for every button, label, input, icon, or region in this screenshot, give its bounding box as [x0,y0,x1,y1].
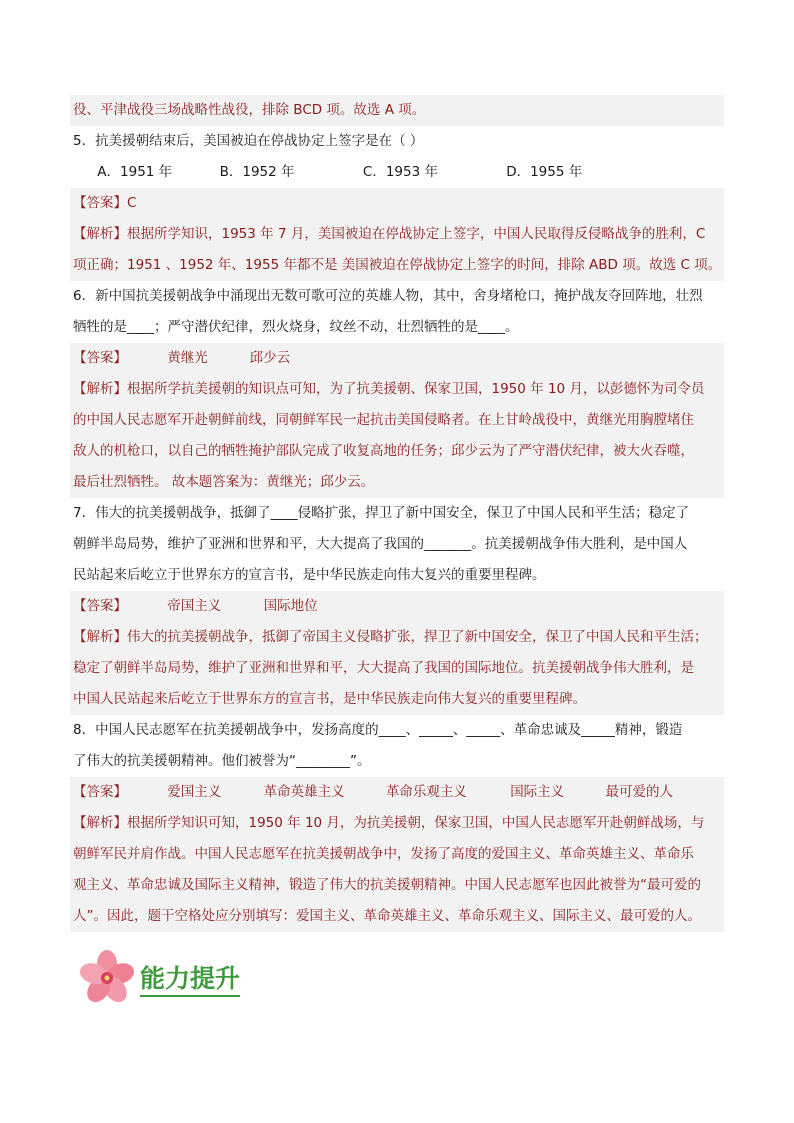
question-5-options [70,157,724,188]
analysis-line: 稳定了朝鲜半岛局势，维护了亚洲和世界和平，大大提高了我国的国际地位。抗美援朝战争伟大胜利，是 [70,653,724,684]
question-6-cont: 牺牲的是____；严守潜伏纪律，烈火烧身，纹丝不动，壮烈牺牲的是____。 [73,319,519,335]
answer-item: 国际地位 [263,598,318,614]
question-6: 6．新中国抗美援朝战争中涌现出无数可歌可泣的英雄人物，其中，舍身堵枪口，掩护战友夺回阵地，壮烈 [73,288,703,304]
answer-item: 邱少云 [249,350,291,366]
answer-line: 【答案】C [70,188,724,219]
analysis-line: 中国人民站起来后屹立于世界东方的宣言书，是中华民族走向伟大复兴的重要里程碑。 [70,684,724,715]
analysis-line: 项正确；1951 、1952 年、1955 年都不是 美国被迫在停战协定上签字的时间，排除 ABD 项。故选 C 项。 [70,250,724,281]
answer-label: 【答案】 [73,598,127,614]
question-7-cont: 朝鲜半岛局势，维护了亚洲和世界和平，大大提高了我国的_______。抗美援朝战争伟大胜利，是中国人 [73,536,688,552]
analysis-line: 观主义、革命忠诚及国际主义精神，锻造了伟大的抗美援朝精神。中国人民志愿军也因此被誉为“最可爱的 [70,870,724,901]
analysis-line: 敌人的机枪口，以自己的牺牲掩护部队完成了收复高地的任务；邱少云为了严守潜伏纪律，被大火吞噬， [70,436,724,467]
question-7: 7．伟大的抗美援朝战争，抵御了____侵略扩张，捍卫了新中国安全，保卫了中国人民和平生活；稳定了 [73,505,690,521]
section-title: 能力提升 [140,963,240,997]
analysis-line: 最后壮烈牺牲。 故本题答案为：黄继光；邱少云。 [70,467,724,498]
analysis-line: 【解析】根据所学知识，1953 年 7 月，美国被迫在停战协定上签字，中国人民取得反侵略战争的胜利，C [70,219,724,250]
answer-item: 革命英雄主义 [263,784,345,800]
question-7-cont: 民站起来后屹立于世界东方的宣言书，是中华民族走向伟大复兴的重要里程碑。 [73,567,546,583]
option-d: D．1955 年 [506,164,583,180]
option-c: C．1953 年 [362,164,438,180]
answer-item: 帝国主义 [167,598,222,614]
question-8-cont: 了伟大的抗美援朝精神。他们被誉为“________”。 [73,753,371,769]
question-5: 5．抗美援朝结束后，美国被迫在停战协定上签字是在（ ） [73,133,424,149]
answer-item: 黄继光 [167,350,208,366]
option-a: A．1951 年 [97,164,173,180]
analysis-line: 人”。因此，题干空格处应分别填写：爱国主义、革命英雄主义、革命乐观主义、国际主义、最可爱的人。 [70,901,724,932]
answer-item: 爱国主义 [167,784,222,800]
answer-line [70,343,724,374]
question-8: 8．中国人民志愿军在抗美援朝战争中，发扬高度的____、_____、_____、革命忠诚及_____精神，锻造 [73,722,683,738]
analysis-line: 【解析】伟大的抗美援朝战争，抵御了帝国主义侵略扩张，捍卫了新中国安全，保卫了中国人民和平生活； [70,622,724,653]
option-b: B．1952 年 [219,164,295,180]
analysis-line: 朝鲜军民并肩作战。中国人民志愿军在抗美援朝战争中，发扬了高度的爱国主义、革命英雄主义、革命乐 [70,839,724,870]
answer-line [70,777,724,808]
answer-item: 最可爱的人 [605,784,673,800]
cherry-blossom-icon [78,949,136,1011]
analysis-line: 【解析】根据所学抗美援朝的知识点可知，为了抗美援朝、保家卫国，1950 年 10 月，以彭德怀为司令员 [70,374,724,405]
answer-label: 【答案】 [73,784,127,800]
document-body [70,95,724,932]
analysis-line: 【解析】根据所学知识可知，1950 年 10 月，为抗美援朝，保家卫国，中国人民志愿军开赴朝鲜战场，与 [70,808,724,839]
analysis-line: 役、平津战役三场战略性战役，排除 BCD 项。故选 A 项。 [70,95,724,126]
analysis-line: 的中国人民志愿军开赴朝鲜前线，同朝鲜军民一起抗击美国侵略者。在上甘岭战役中，黄继光用胸膛堵住 [70,405,724,436]
answer-label: 【答案】 [73,350,127,366]
answer-item: 国际主义 [510,784,565,800]
section-heading [78,950,240,1010]
answer-line [70,591,724,622]
answer-item: 革命乐观主义 [385,784,467,800]
